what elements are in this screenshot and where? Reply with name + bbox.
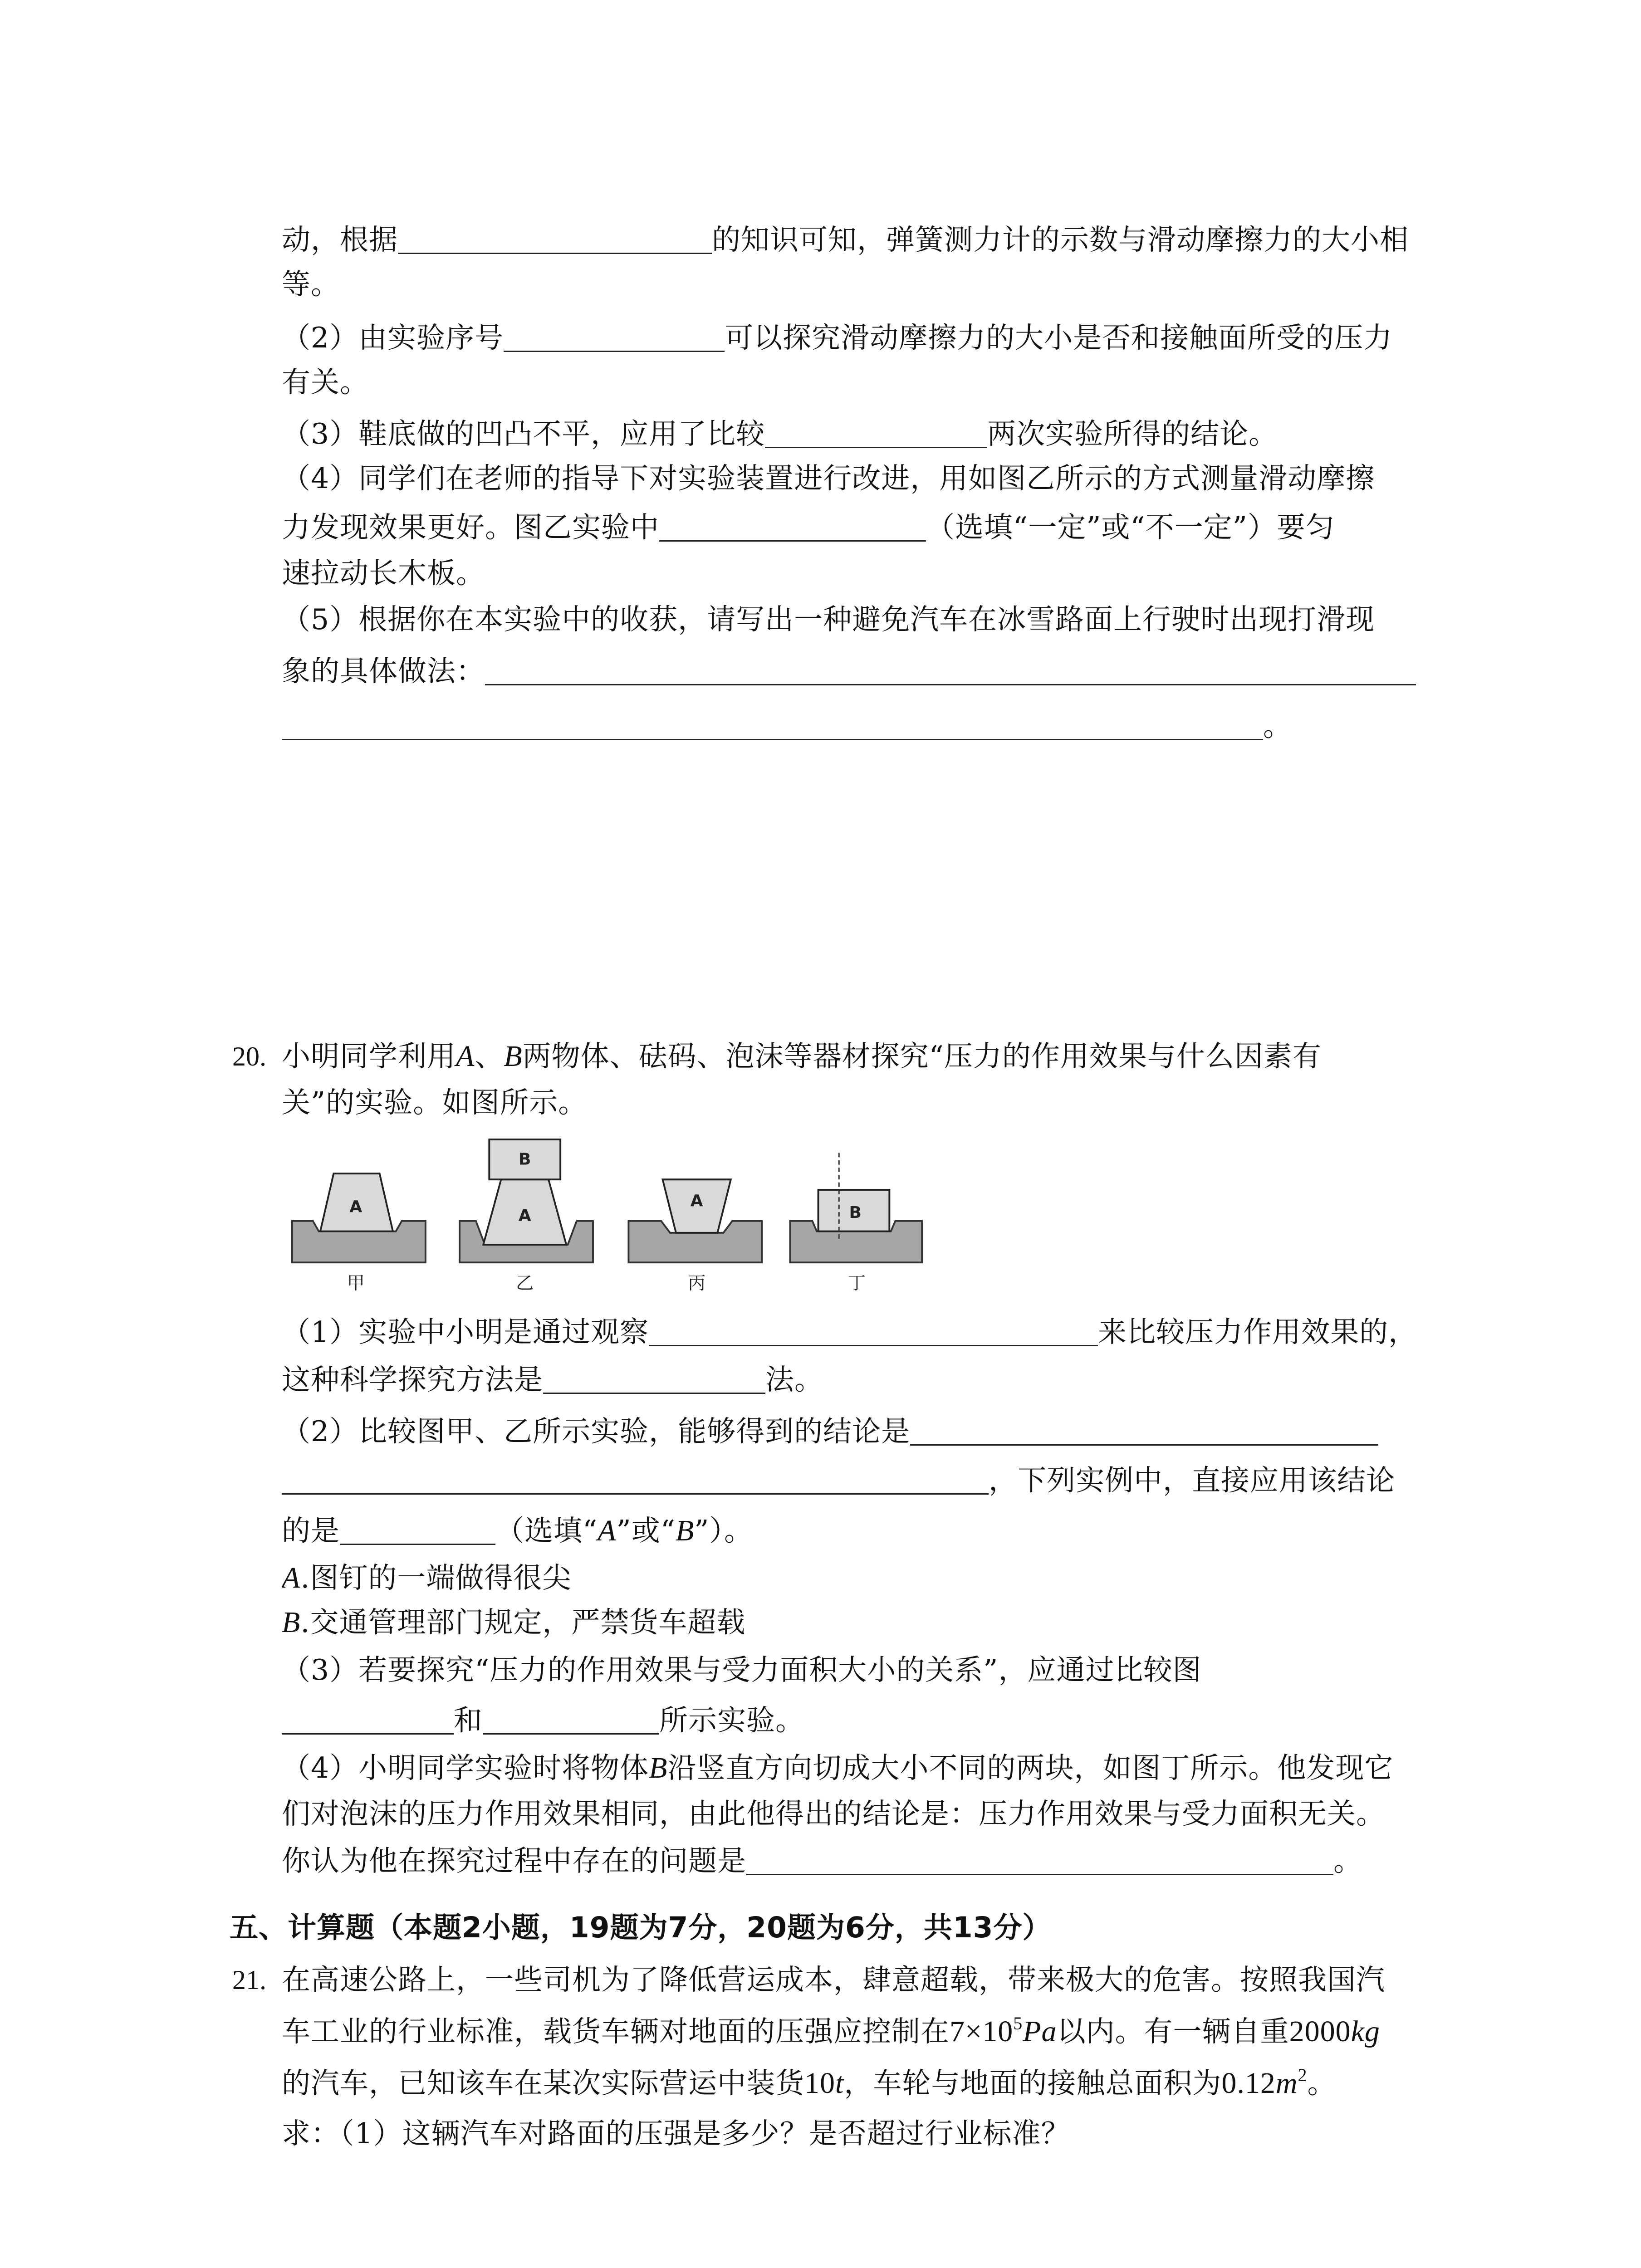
- q19-part3-line: [282, 416, 1507, 452]
- text-segment: （1）实验中小明是通过观察: [282, 1315, 649, 1349]
- q19-part4-line2: [282, 509, 1507, 546]
- option-text: .图钉的一端做得很尖: [300, 1561, 572, 1594]
- text-segment: 在高速公路上，一些司机为了降低营运成本，肆意超载，带来极大的危害。按照我国汽: [282, 1963, 1385, 1996]
- text-segment: 的是: [282, 1514, 340, 1547]
- answer-blank: [398, 235, 712, 254]
- q21-line3: [282, 2065, 1507, 2102]
- text-segment: （3）若要探究“压力的作用效果与受力面积大小的关系”，应通过比较图: [282, 1653, 1202, 1686]
- object-a-label: A: [456, 1040, 475, 1073]
- text-segment: 你认为他在探究过程中存在的问题是: [282, 1844, 746, 1877]
- text-segment: （2）比较图甲、乙所示实验，能够得到的结论是: [282, 1415, 911, 1448]
- block-a-label: A: [349, 1198, 362, 1217]
- text-segment: 的汽车，已知该车在某次实际营运中装货: [282, 2067, 804, 2100]
- panel-caption: 甲: [347, 1273, 365, 1294]
- text-segment: 两物体、砝码、泡沫等器材探究“压力的作用效果与什么因素有: [522, 1040, 1322, 1073]
- text-segment: 车工业的行业标准，载货车辆对地面的压强应控制在: [282, 2015, 950, 2048]
- q21-line1: [282, 1962, 1507, 1998]
- q19-part2-end-line: [282, 364, 1507, 401]
- text-segment: 沿竖直方向切成大小不同的两块，如图丁所示。他发现它: [667, 1751, 1394, 1784]
- text-segment: 两次实验所得的结论。: [987, 417, 1278, 450]
- text-segment: 以内。有一辆自重: [1057, 2015, 1289, 2048]
- answer-blank: [282, 1475, 989, 1495]
- text-segment: （4）小明同学实验时将物体: [282, 1751, 649, 1784]
- text-segment: 力发现效果更好。图乙实验中: [282, 511, 659, 544]
- q20-part4-line3: [282, 1843, 1507, 1879]
- answer-blank: [504, 332, 725, 352]
- answer-blank: [543, 1374, 765, 1394]
- text-segment: （3）鞋底做的凹凸不平，应用了比较: [282, 417, 765, 450]
- panel-caption: 丙: [688, 1273, 706, 1294]
- page-number: [0, 2266, 1641, 2268]
- q21-line4: [282, 2116, 1507, 2152]
- answer-blank: [659, 522, 926, 542]
- text-segment: 等。: [282, 268, 340, 301]
- question-number: 21.: [232, 1965, 266, 1995]
- block-a-label: A: [518, 1206, 531, 1225]
- q19-part2-line: [282, 320, 1507, 356]
- q20-option-a: [282, 1560, 1507, 1596]
- q19-part5-line3: [282, 708, 1507, 744]
- panel-jia: [292, 1173, 426, 1294]
- choice-a-letter: A: [598, 1514, 617, 1547]
- q20-stem-line1: [282, 1038, 1507, 1075]
- cargo-unit: t: [835, 2067, 844, 2100]
- text-segment: 象的具体做法：: [282, 655, 485, 688]
- text-segment: ”或“: [616, 1514, 676, 1547]
- q21-line2: [282, 2014, 1507, 2050]
- text-segment: （2）由实验序号: [282, 321, 504, 354]
- area-value: 0.12: [1221, 2067, 1276, 2100]
- text-segment: 法。: [765, 1363, 823, 1396]
- text-segment: ”）。: [694, 1514, 754, 1547]
- q19-part4-line1: [282, 460, 1507, 497]
- answer-blank: [746, 1856, 1333, 1875]
- area-unit: m: [1275, 2067, 1298, 2100]
- text-segment: 速拉动长木板。: [282, 557, 485, 590]
- q19-part4-line3: [282, 555, 1507, 591]
- q20-part2-line3: [282, 1513, 1507, 1549]
- q20-option-b: [282, 1604, 1507, 1641]
- text-segment: 有关。: [282, 366, 369, 399]
- question-number: 20.: [232, 1041, 266, 1071]
- pressure-unit: Pa: [1023, 2015, 1057, 2048]
- block-b-label: B: [849, 1203, 862, 1222]
- block-b-label: B: [519, 1150, 531, 1169]
- answer-blank: [483, 1715, 659, 1735]
- q20-part1-line2: [282, 1362, 1507, 1398]
- q19-part5-line1: [282, 601, 1507, 638]
- choice-b-letter: B: [675, 1514, 695, 1547]
- pressure-coefficient: 7×10: [950, 2015, 1014, 2048]
- q19-part1-end-line: [282, 266, 1507, 303]
- text-segment: 、: [475, 1040, 504, 1073]
- q20-stem-line2: [282, 1085, 1507, 1121]
- text-segment: 们对泡沫的压力作用效果相同，由此他得出的结论是：压力作用效果与受力面积无关。: [282, 1797, 1385, 1830]
- panel-yi: [460, 1139, 593, 1294]
- q19-part1-line: [282, 222, 1507, 258]
- cargo-value: 10: [804, 2067, 835, 2100]
- text-segment: 。: [1263, 709, 1292, 743]
- area-exponent: 2: [1298, 2065, 1308, 2085]
- answer-blank: [765, 429, 987, 448]
- text-segment: 。: [1333, 1844, 1362, 1877]
- text-segment: 可以探究滑动摩擦力的大小是否和接触面所受的压力: [725, 321, 1393, 354]
- text-segment: （4）同学们在老师的指导下对实验装置进行改进，用如图乙所示的方式测量滑动摩擦: [282, 462, 1375, 495]
- option-text: .交通管理部门规定，严禁货车超载: [300, 1606, 746, 1639]
- q20-part4-line1: [282, 1750, 1507, 1786]
- block-a-label: A: [690, 1192, 703, 1211]
- q20-part2-line1: [282, 1413, 1507, 1450]
- answer-blank: [649, 1327, 1098, 1346]
- panel-bing: [628, 1179, 762, 1294]
- answer-blank: [340, 1525, 495, 1545]
- text-segment: （选填“一定”或“不一定”）要匀: [926, 511, 1335, 544]
- section-heading: 五、计算题（本题2小题，19题为7分，20题为6分，共13分）: [230, 1911, 1052, 1944]
- q20-part2-line2: [282, 1462, 1507, 1499]
- pressure-experiment-figure: [282, 1129, 926, 1300]
- text-segment: 来比较压力作用效果的，: [1098, 1315, 1418, 1349]
- answer-blank: [282, 1715, 454, 1735]
- text-segment: 所示实验。: [659, 1704, 804, 1737]
- text-segment: 动，根据: [282, 223, 398, 256]
- mass-value: 2000: [1289, 2015, 1351, 2048]
- answer-blank: [282, 721, 1263, 740]
- pressure-exponent: 5: [1013, 2014, 1023, 2033]
- answer-blank: [910, 1426, 1378, 1446]
- q20-part4-line2: [282, 1796, 1507, 1832]
- answer-blank: [485, 666, 1416, 685]
- option-letter: B: [282, 1606, 301, 1639]
- object-b-label: B: [649, 1751, 668, 1784]
- object-b-label: B: [504, 1040, 523, 1073]
- text-segment: ，下列实例中，直接应用该结论: [989, 1464, 1395, 1497]
- q20-part1-line1: [282, 1314, 1507, 1350]
- q19-part5-line2: [282, 653, 1507, 689]
- text-segment: 。: [1307, 2067, 1337, 2100]
- text-segment: 求：（1）这辆汽车对路面的压强是多少？是否超过行业标准？: [282, 2117, 1070, 2150]
- text-segment: ，车轮与地面的接触总面积为: [844, 2067, 1222, 2100]
- text-segment: （5）根据你在本实验中的收获，请写出一种避免汽车在冰雪路面上行驶时出现打滑现: [282, 603, 1375, 636]
- text-segment: 的知识可知，弹簧测力计的示数与滑动摩擦力的大小相: [712, 223, 1409, 256]
- text-segment: 这种科学探究方法是: [282, 1363, 543, 1396]
- mass-unit: kg: [1351, 2015, 1380, 2048]
- q20-part3-line1: [282, 1652, 1507, 1688]
- q20-part3-line2: [282, 1702, 1507, 1739]
- text-segment: 小明同学利用: [282, 1040, 456, 1073]
- text-segment: 和: [454, 1704, 483, 1737]
- panel-caption: 丁: [847, 1273, 866, 1294]
- option-letter: A: [282, 1561, 301, 1594]
- panel-caption: 乙: [516, 1273, 534, 1294]
- panel-ding: [790, 1153, 922, 1294]
- text-segment: （选填“: [495, 1514, 598, 1547]
- text-segment: 关”的实验。如图所示。: [282, 1086, 588, 1119]
